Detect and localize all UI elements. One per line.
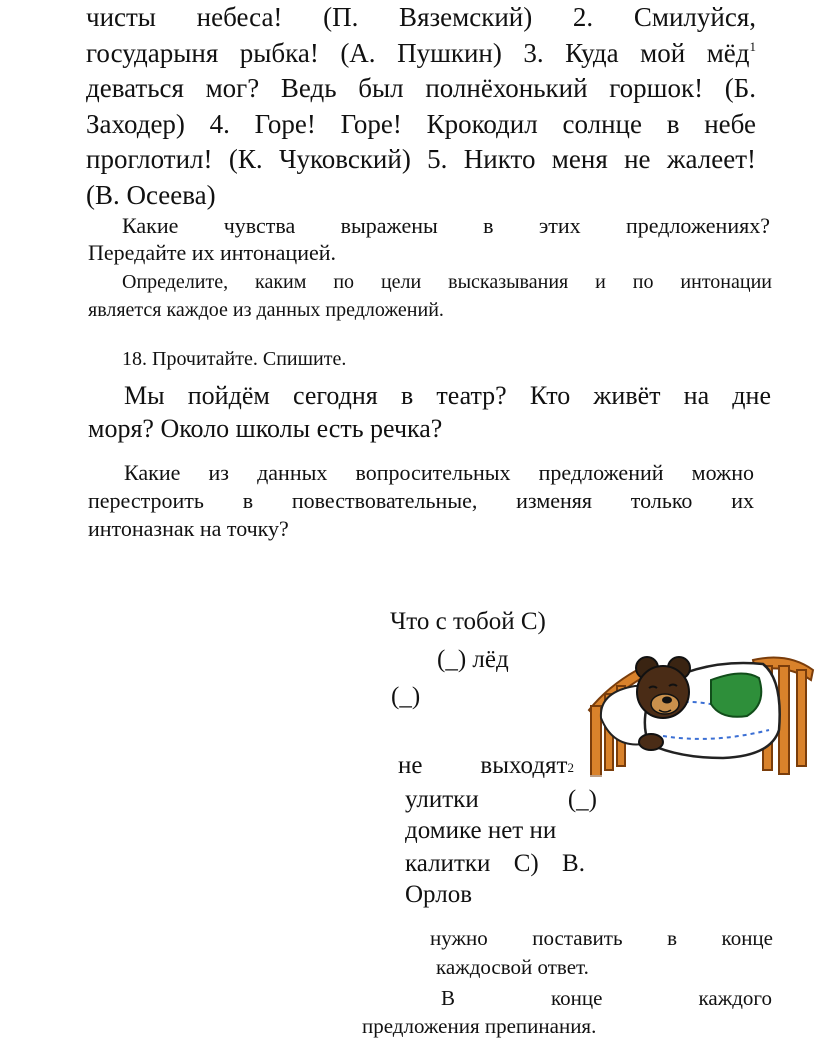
text-line: (В. Осеева): [86, 179, 216, 210]
text-line: чисты небеса! (П. Вяземский) 2. Смилуйся,: [86, 2, 756, 32]
sleeping-bear-illustration: [583, 640, 816, 780]
green-patch: [711, 673, 761, 716]
text-line: Передайте их интонацией.: [88, 240, 337, 265]
text-line: моря? Около школы есть речка?: [88, 414, 443, 443]
text-line: Заходер) 4. Горе! Горе! Крокодил солнце в небе: [86, 108, 756, 139]
text-line: деваться мог? Ведь был полнёхонький горшок! (Б.: [86, 73, 756, 103]
text-line: Мы пойдём сегодня в театр? Кто живёт на дне: [124, 381, 771, 410]
text-line: является каждое из данных предложений.: [88, 299, 444, 321]
question-feelings: [88, 212, 770, 266]
task-heading: 18. Прочитайте. Спишите.: [122, 348, 347, 370]
poem-line: (_): [391, 683, 421, 710]
text-line: государыня рыбка! (А. Пушкин) 3. Куда мой мёд$^1$: [86, 37, 756, 68]
poem-line: Что с тобой С): [390, 608, 546, 635]
poem-line: (_) лёд: [437, 646, 509, 673]
poem-line: не выходят$^2$: [398, 752, 574, 779]
text-line: Какие из данных вопросительных предложений можно: [124, 460, 754, 485]
text-line: проглотил! (К. Чуковский) 5. Никто меня не жалеет!: [86, 144, 756, 174]
question-rebuild: [88, 459, 754, 543]
example-sentences: [86, 0, 756, 213]
text-line: Определите, каким по цели высказывания и по интонации: [122, 271, 772, 293]
text-line: интоназнак на точку?: [88, 516, 289, 541]
poem-line: Орлов: [405, 881, 473, 908]
poem-line: домике нет ни: [405, 817, 557, 844]
answer-line: каждосвой ответ.: [436, 955, 589, 979]
text-line: перестроить в повествовательные, изменяя только их: [88, 488, 754, 513]
question-purpose: [88, 268, 772, 324]
footnote-mark: 2: [567, 760, 574, 775]
footnote-mark: 1: [749, 38, 756, 54]
exercise-sentences: [88, 379, 771, 445]
bear-paw: [639, 734, 663, 750]
text-line: Какие чувства выражены в этих предложениях?: [122, 213, 770, 238]
bear-icon: [636, 657, 690, 718]
answer-line: предложения препинания.: [362, 1014, 597, 1038]
answer-line: нужно поставить в конце: [430, 926, 773, 950]
poem-line: улитки (_): [405, 786, 597, 813]
answer-line: В конце каждого: [441, 986, 772, 1010]
poem-line: калитки С) В.: [405, 850, 585, 877]
